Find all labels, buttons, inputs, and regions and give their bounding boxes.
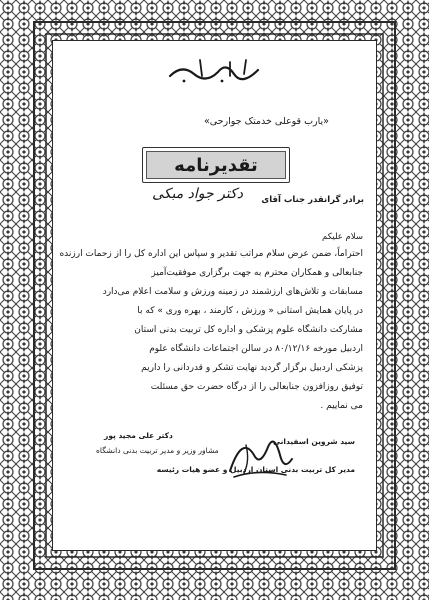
- signatory-right-role: مدیر کل تربیت بدنی استان اردبیل و عضو هیات رئیسه: [156, 465, 355, 474]
- recipient-prefix: برادر گرانقدر جناب آقای: [261, 195, 364, 205]
- body-line: در پایان همایش استانی « ورزش ، کارمند ، بهره وری » که با: [137, 306, 363, 316]
- handwritten-signature-icon: [224, 425, 298, 485]
- signatory-right-name: سید شروین اسفیدانی: [273, 437, 355, 446]
- bismillah-logo: [160, 56, 270, 84]
- body-line: احتراماً، ضمن عرض سلام مراتب تقدیر و سپاس این اداره کل را از زحمات ارزنده: [59, 249, 363, 259]
- signatory-left-name: دکتر علی مجید پور: [104, 431, 173, 440]
- body-line: مسابقات و تلاش‌های ارزشمند در زمینه ورزش و سلامت اعلام می‌دارد: [102, 287, 363, 297]
- body-line: اردبیل مورخه ۸۰/۱۲/۱۶ در سالن اجتماعات دانشگاه علوم: [149, 344, 363, 354]
- recipient-name: دکتر جواد مبکی: [152, 186, 243, 202]
- certificate-title: تقدیرنامه: [174, 154, 258, 176]
- body-line: توفیق روزافزون جنابعالی را از درگاه حضرت حق مسئلت: [150, 382, 363, 392]
- body-line: می نماییم .: [320, 401, 363, 411]
- greeting: سلام علیکم: [322, 232, 363, 242]
- body-line: مشارکت دانشگاه علوم پزشکی و اداره کل تربیت بدنی استان: [134, 325, 363, 335]
- title-box: [142, 147, 290, 183]
- body-line: پزشکی اردبیل برگزار گردید نهایت تشکر و قدردانی را داریم: [141, 363, 363, 373]
- body-line: جنابعالی و همکاران محترم به جهت برگزاری موفقیت‌آمیز: [151, 268, 363, 278]
- invocation-text: «یارب قوعلی خدمتک جوارحی»: [203, 116, 329, 127]
- signatory-left-role: مشاور وزیر و مدیر تربیت بدنی دانشگاه: [96, 446, 219, 455]
